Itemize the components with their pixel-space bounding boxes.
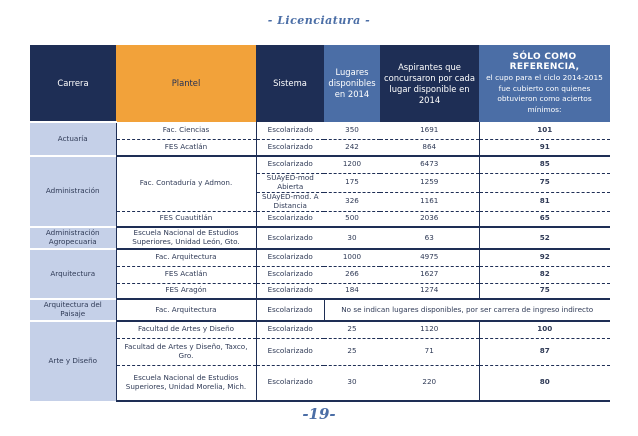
plantel-cell: Facultad de Artes y Diseño	[116, 321, 256, 338]
lugares-cell: 25	[324, 321, 380, 338]
aciertos-cell: 100	[479, 321, 610, 338]
plantel-cell: Fac. Ciencias	[116, 122, 256, 139]
admissions-table	[30, 45, 610, 402]
header-referencia	[479, 45, 610, 122]
table-row	[30, 122, 610, 139]
aciertos-cell: 92	[479, 249, 610, 266]
aciertos-cell: 81	[479, 192, 610, 211]
sistema-cell: SUAyED-mod Abierta	[256, 173, 324, 192]
plantel-cell: Fac. Contaduría y Admon.	[116, 156, 256, 211]
lugares-cell: 266	[324, 266, 380, 283]
sistema-cell: Escolarizado	[256, 211, 324, 227]
aciertos-cell: 82	[479, 266, 610, 283]
aspirantes-cell: 864	[380, 139, 479, 156]
aspirantes-cell: 63	[380, 227, 479, 249]
lugares-cell: 500	[324, 211, 380, 227]
header-referencia-body: el cupo para el ciclo 2014-2015 fue cubierto con quienes obtuvieron como aciertos mínimos:	[486, 72, 603, 114]
carrera-cell: Administración Agropecuaria	[30, 227, 116, 249]
sistema-cell: Escolarizado	[256, 321, 324, 338]
aspirantes-cell: 1259	[380, 173, 479, 192]
header-aspirantes: Aspirantes que concursaron por cada lugar disponible en 2014	[380, 45, 479, 122]
lugares-cell: 326	[324, 192, 380, 211]
carrera-cell: Arquitectura	[30, 249, 116, 299]
lugares-cell: 1000	[324, 249, 380, 266]
aspirantes-cell: 220	[380, 365, 479, 401]
carrera-cell: Arquitectura del Paisaje	[30, 299, 116, 321]
aciertos-cell: 91	[479, 139, 610, 156]
sistema-cell: Escolarizado	[256, 283, 324, 299]
table-row	[30, 227, 610, 249]
aspirantes-cell: 1161	[380, 192, 479, 211]
lugares-cell: 1200	[324, 156, 380, 173]
aciertos-cell: 75	[479, 173, 610, 192]
header-referencia-title: SÓLO COMO REFERENCIA,	[509, 51, 580, 73]
lugares-cell: 25	[324, 338, 380, 365]
header-carrera: Carrera	[30, 45, 116, 122]
header-sistema: Sistema	[256, 45, 324, 122]
table-row	[30, 266, 610, 283]
table-row	[30, 338, 610, 365]
lugares-cell: 30	[324, 227, 380, 249]
sistema-cell: Escolarizado	[256, 122, 324, 139]
table-row	[30, 156, 610, 173]
aspirantes-cell: 1274	[380, 283, 479, 299]
note-cell: No se indican lugares disponibles, por ser carrera de ingreso indirecto	[324, 299, 610, 321]
aspirantes-cell: 2036	[380, 211, 479, 227]
plantel-cell: Fac. Arquitectura	[116, 299, 256, 321]
aciertos-cell: 101	[479, 122, 610, 139]
sistema-cell: Escolarizado	[256, 249, 324, 266]
plantel-cell: FES Aragón	[116, 283, 256, 299]
plantel-cell: Facultad de Artes y Diseño, Taxco, Gro.	[116, 338, 256, 365]
sistema-cell: Escolarizado	[256, 365, 324, 401]
aciertos-cell: 75	[479, 283, 610, 299]
aciertos-cell: 87	[479, 338, 610, 365]
table-row	[30, 299, 610, 321]
header-lugares: Lugares disponibles en 2014	[324, 45, 380, 122]
sistema-cell: SUAyED-mod. A Distancia	[256, 192, 324, 211]
table-row	[30, 321, 610, 338]
table-row	[30, 249, 610, 266]
table-header-row	[30, 45, 610, 122]
plantel-cell: FES Acatlán	[116, 139, 256, 156]
sistema-cell: Escolarizado	[256, 227, 324, 249]
plantel-cell: Escuela Nacional de Estudios Superiores, Unidad León, Gto.	[116, 227, 256, 249]
carrera-cell: Arte y Diseño	[30, 321, 116, 401]
aciertos-cell: 80	[479, 365, 610, 401]
sistema-cell: Escolarizado	[256, 139, 324, 156]
aspirantes-cell: 1627	[380, 266, 479, 283]
plantel-cell: Fac. Arquitectura	[116, 249, 256, 266]
lugares-cell: 350	[324, 122, 380, 139]
carrera-cell: Administración	[30, 156, 116, 227]
aspirantes-cell: 71	[380, 338, 479, 365]
header-plantel: Plantel	[116, 45, 256, 122]
sistema-cell: Escolarizado	[256, 338, 324, 365]
sistema-cell: Escolarizado	[256, 266, 324, 283]
aspirantes-cell: 1691	[380, 122, 479, 139]
aciertos-cell: 52	[479, 227, 610, 249]
lugares-cell: 242	[324, 139, 380, 156]
table-row	[30, 365, 610, 401]
table-row	[30, 139, 610, 156]
page-header: - Licenciatura -	[267, 14, 371, 27]
aspirantes-cell: 4975	[380, 249, 479, 266]
carrera-cell: Actuaría	[30, 122, 116, 156]
page-number: -19-	[302, 405, 336, 423]
plantel-cell: Escuela Nacional de Estudios Superiores, Unidad Morelia, Mich.	[116, 365, 256, 401]
sistema-cell: Escolarizado	[256, 156, 324, 173]
aciertos-cell: 65	[479, 211, 610, 227]
aspirantes-cell: 1120	[380, 321, 479, 338]
plantel-cell: FES Acatlán	[116, 266, 256, 283]
aspirantes-cell: 6473	[380, 156, 479, 173]
lugares-cell: 30	[324, 365, 380, 401]
sistema-cell: Escolarizado	[256, 299, 324, 321]
aciertos-cell: 85	[479, 156, 610, 173]
table-row	[30, 283, 610, 299]
plantel-cell: FES Cuautitlán	[116, 211, 256, 227]
lugares-cell: 184	[324, 283, 380, 299]
lugares-cell: 175	[324, 173, 380, 192]
table-row	[30, 211, 610, 227]
